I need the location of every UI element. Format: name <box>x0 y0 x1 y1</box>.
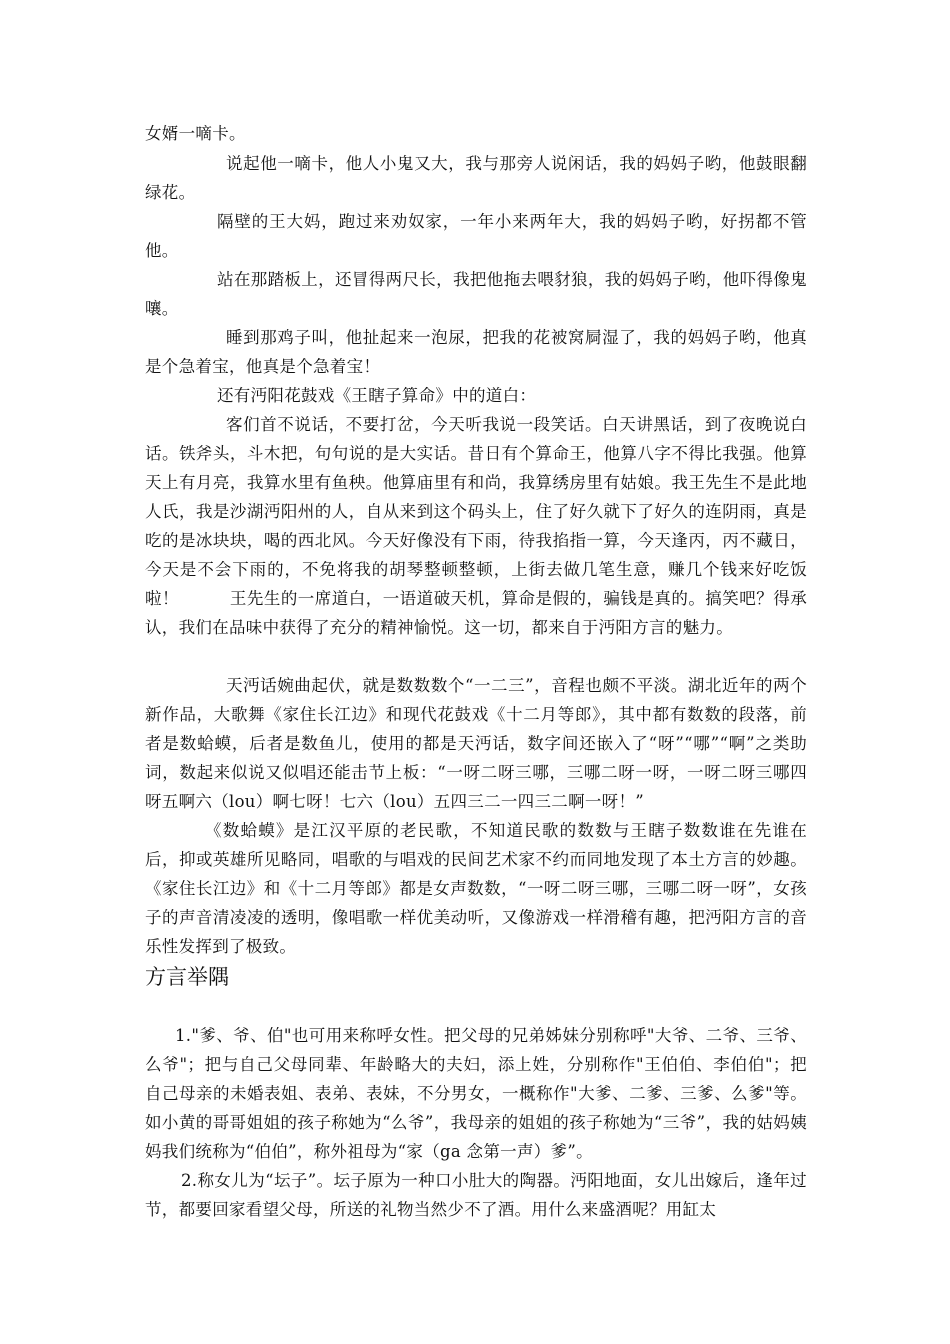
paragraph: 还有沔阳花鼓戏《王瞎子算命》中的道白： <box>217 386 537 405</box>
paragraph: 客们首不说话，不要打岔，今天听我说一段笑话。白天讲黑话，到了夜晚说白话。铁斧头，斗木把，句句说的是大实话。昔日有个算命王，他算八字不得比我强。他算天上有月亮，我算水里有鱼秧。他算庙里有和尚，我算绣房里有姑娘。我王先生不是此地人氏，我是沙湖沔阳州的人，自从来到这个码头上，住了好久就下了好久的连阴雨，真是吃的是冰块块，喝的西北风。今天好像没有下雨，待我掐指一算，今天逢丙，丙不藏日，今天是不会下雨的，不免将我的胡琴整顿整顿，上街去做几笔生意，赚几个钱来好吃饭啦！ 王先生的一席道白，一语道破天机，算命是假的，骗钱是真的。搞笑吧？得承认，我们在品味中获得了充分的精神愉悦。这一切，都来自于沔阳方言的魅力。 <box>145 415 807 637</box>
paragraph: 2.称女儿为“坛子”。坛子原为一种口小肚大的陶器。沔阳地面，女儿出嫁后，逢年过节，都要回家看望父母，所送的礼物当然少不了酒。用什么来盛酒呢？用缸太 <box>145 1171 807 1219</box>
paragraph: 隔壁的王大妈，跑过来劝奴家，一年小来两年大，我的妈妈子哟，好拐都不管他。 <box>145 212 807 260</box>
section-heading: 方言举隅 <box>145 965 229 989</box>
paragraph: 天沔话婉曲起伏，就是数数数个“一二三”，音程也颇不平淡。湖北近年的两个新作品，大歌舞《家住长江边》和现代花鼓戏《十二月等郎》，其中都有数数的段落，前者是数蛤蟆，后者是数鱼儿，使用的都是天沔话，数字间还嵌入了“呀”“哪”“啊”之类助词，数起来似说又似唱还能击节上板：“一呀二呀三哪，三哪二呀一呀，一呀二呀三哪四呀五啊六（lou）啊七呀！七六（lou）五四三二一四三二啊一呀！” <box>145 676 807 811</box>
paragraph: 说起他一嘀卡，他人小鬼又大，我与那旁人说闲话，我的妈妈子哟，他鼓眼翻绿花。 <box>145 154 807 202</box>
paragraph: 《数蛤蟆》是江汉平原的老民歌，不知道民歌的数数与王瞎子数数谁在先谁在后，抑或英雄所见略同，唱歌的与唱戏的民间艺术家不约而同地发现了本土方言的妙趣。《家住长江边》和《十二月等郎》都是女声数数，“一呀二呀三哪，三哪二呀一呀”，女孩子的声音清凌凌的透明，像唱歌一样优美动听，又像游戏一样滑稽有趣，把沔阳方言的音乐性发挥到了极致。 <box>145 821 807 956</box>
paragraph: 女婿一嘀卡。 <box>145 124 246 143</box>
paragraph: 1."爹、爷、伯"也可用来称呼女性。把父母的兄弟姊妹分别称呼"大爷、二爷、三爷、么爷"；把与自己父母同辈、年龄略大的夫妇，添上姓，分别称作"王伯伯、李伯伯"；把自己母亲的未婚表姐、表弟、表妹，不分男女，一概称作"大爹、二爹、三爹、么爹"等。如小黄的哥哥姐姐的孩子称她为“么爷”，我母亲的姐姐的孩子称她为“三爷”，我的姑妈姨妈我们统称为“伯伯”，称外祖母为“家（ga 念第一声）爹”。 <box>145 1026 807 1161</box>
paragraph: 睡到那鸡子叫，他扯起来一泡尿，把我的花被窝屙湿了，我的妈妈子哟，他真是个急着宝，他真是个急着宝！ <box>145 328 807 376</box>
paragraph: 站在那踏板上，还冒得两尺长，我把他拖去喂豺狼，我的妈妈子哟，他吓得像鬼嚷。 <box>145 270 807 318</box>
